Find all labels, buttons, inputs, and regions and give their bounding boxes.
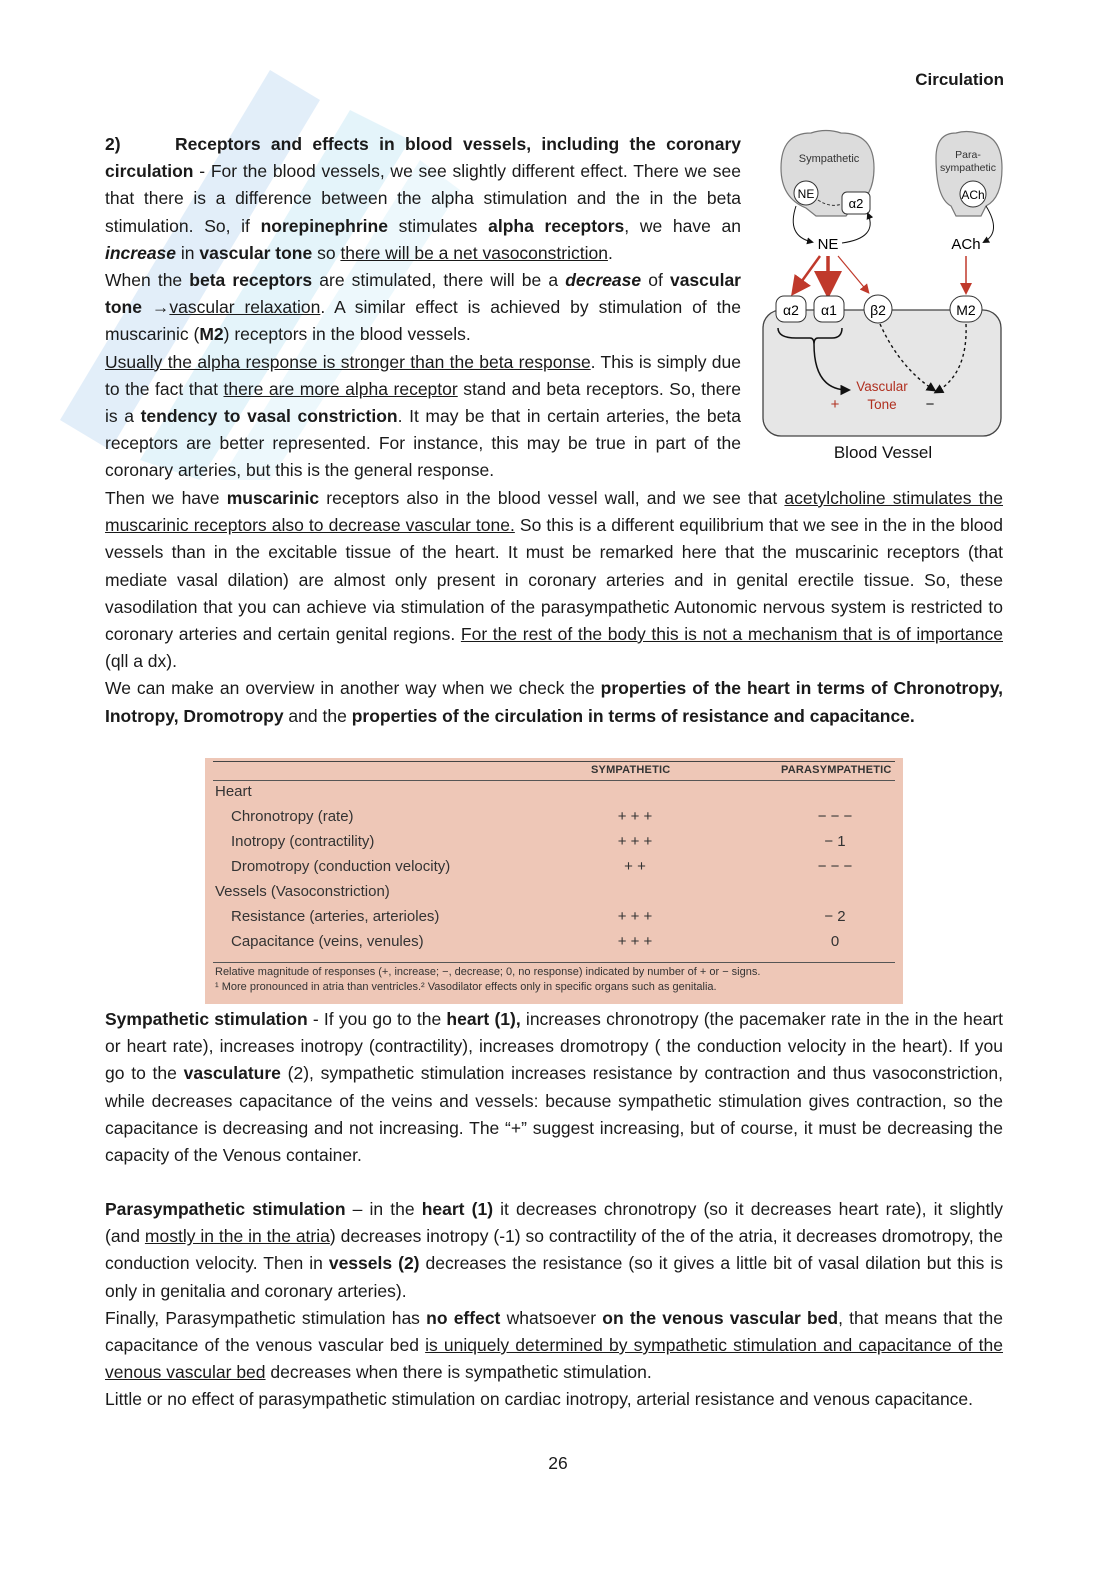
ne-vesicle-label: NE [797, 187, 815, 201]
sympathetic-value: + + [624, 858, 646, 875]
table-row [205, 858, 903, 883]
sympathetic-value: + + + [617, 833, 653, 850]
section-sympathetic-stimulation [105, 1006, 1003, 1169]
ne-release-arrow [793, 206, 812, 242]
paragraph-alpha-stronger: Usually the alpha response is stronger than the beta response. This is simply due to the fact that there are more alpha receptor stand and beta receptors. So, there is a tendency to vasal constriction. It may be that in certain arteries, the beta receptors are better represented. For instance, this may be true in part of the coronary arteries, but this is the general response. [105, 351, 741, 481]
col-header-sympathetic: SYMPATHETIC [591, 764, 671, 776]
paragraph-parasympathetic: Parasympathetic stimulation – in the heart (1) it decreases chronotropy (so it decreases heart rate), it slightly (and mostly in the in the atria) decreases inotropy (-1) so contractility of the of the atria, it decreases dromotropy, the conduction velocity. Then in vessels (2) decreases the resistance (so it gives a little bit of vasal dilation but this is only in genitalia and coronary arteries). [105, 1199, 1004, 1301]
row-label: Vessels (Vasoconstriction) [215, 883, 390, 900]
parasympathetic-value: 0 [830, 933, 840, 950]
table-note-1: Relative magnitude of responses (+, increase; −, decrease; 0, no response) indicated by number of + or − signs. [215, 966, 761, 978]
col-header-parasympathetic: PARASYMPATHETIC [781, 764, 892, 776]
blood-vessel-diagram [756, 128, 1008, 468]
section-receptors-vessels [105, 131, 741, 485]
parasympathetic-value: − − − [817, 858, 853, 875]
row-label: Chronotropy (rate) [231, 808, 354, 825]
receptor-m2-label: M2 [956, 302, 976, 318]
table-row [205, 933, 903, 958]
section-muscarinic [105, 485, 1003, 730]
paragraph-sympathetic: Sympathetic stimulation - If you go to the heart (1), increases chronotropy (the pacemaker rate in the in the heart or heart rate), increases inotropy (contractility), increases dromotropy ( the conduction velocity in the heart). If you go to the vasculature (2), sympathetic stimulation increases resistance by contraction and thus vasoconstriction, while decreases capacitance of the veins and vessels: because sympathetic stimulation gives contraction, so the capacitance is decreasing and not increasing. The “+” suggest increasing, but of course, it must be decreasing the capacity of the Venous container. [105, 1009, 1003, 1166]
blood-vessel-box [763, 310, 1001, 436]
table-row [205, 908, 903, 933]
arrow-to-alpha2 [794, 256, 820, 292]
para-label-1: Para- [955, 149, 981, 161]
parasympathetic-value: − − − [817, 808, 853, 825]
ne-label: NE [817, 236, 839, 253]
table-row [205, 833, 903, 858]
paragraph-overview: We can make an overview in another way when we check the properties of the heart in terms of Chronotropy, Inotropy, Dromotropy and the properties of the circulation in terms of resistance and capacitance. [105, 678, 1003, 726]
vascular-label: Vascular [856, 379, 908, 394]
section-heading: Receptors and effects in blood vessels, including the coronary circulation [105, 134, 741, 182]
ach-label: ACh [951, 236, 981, 253]
sympathetic-label: Sympathetic [798, 153, 860, 165]
plus-sign: + [830, 396, 840, 413]
receptor-alpha2-label: α2 [783, 302, 799, 318]
table-header-rule [213, 780, 895, 781]
ne-feedback-arrow [842, 214, 870, 243]
para-label-2: sympathetic [939, 162, 997, 174]
presynaptic-alpha2-label: α2 [848, 196, 864, 211]
table-bottom-rule [213, 962, 895, 963]
ach-vesicle-label: ACh [961, 188, 985, 202]
table-top-rule [213, 761, 895, 762]
row-label: Heart [215, 783, 252, 800]
sympathetic-value: + + + [617, 808, 653, 825]
section-parasympathetic-stimulation [105, 1196, 1003, 1414]
paragraph-summary: Little or no effect of parasympathetic stimulation on cardiac inotropy, arterial resistance and venous capacitance. [105, 1389, 974, 1410]
page-number: 26 [548, 1453, 568, 1473]
autonomic-effects-table [205, 758, 903, 1004]
table-row [205, 883, 903, 908]
paragraph-receptors: 2) Receptors and effects in blood vessels, including the coronary circulation - For the blood vessels, we see slightly different effect. There we see that there is a difference between the alpha stimulation and the in the beta stimulation. So, if norepinephrine stimulates alpha receptors, we have an increase in vascular tone so there will be a net vasoconstriction. [105, 131, 741, 267]
parasympathetic-value: − 2 [824, 908, 846, 925]
receptor-beta2-label: β2 [870, 302, 886, 318]
arrow-to-beta2 [838, 256, 868, 292]
table-row [205, 783, 903, 808]
sympathetic-value: + + + [617, 908, 653, 925]
ach-release-arrow [984, 206, 994, 242]
section-number: 2) [105, 134, 121, 154]
diagram-caption: Blood Vessel [833, 443, 933, 462]
sympathetic-stimulation-label: Sympathetic stimulation [105, 1009, 308, 1029]
header-title: Circulation [915, 70, 1004, 89]
paragraph-beta: When the beta receptors are stimulated, there will be a decrease of vascular tone →vascular relaxation. A similar effect is achieved by stimulation of the muscarinic (M2) receptors in the blood vessels. [105, 270, 741, 345]
minus-sign: − [925, 396, 935, 413]
row-label: Capacitance (veins, venules) [231, 933, 424, 950]
parasympathetic-stimulation-label: Parasympathetic stimulation [105, 1199, 346, 1219]
row-label: Resistance (arteries, arterioles) [231, 908, 440, 925]
sympathetic-value: + + + [617, 933, 653, 950]
tone-label: Tone [867, 397, 897, 412]
paragraph-muscarinic: Then we have muscarinic receptors also in the blood vessel wall, and we see that acetylcholine stimulates the muscarinic receptors also to decrease vascular tone. So this is a different equilibrium that we see in the in the blood vessels than in the excitable tissue of the heart. It must be remarked here that the muscarinic receptors (that mediate vasal dilation) are almost only present in coronary arteries and in genital erectile tissue. So, these vasodilation that you can achieve via stimulation of the parasympathetic Autonomic nervous system is restricted to coronary arteries and certain genital regions. For the rest of the body this is not a mechanism that is of importance (qll a dx). [105, 488, 1003, 672]
paragraph-no-effect: Finally, Parasympathetic stimulation has no effect whatsoever on the venous vascular bed, that means that the capacitance of the venous vascular bed is uniquely determined by sympathetic stimulation and capacitance of the venous vascular bed decreases when there is sympathetic stimulation. [105, 1307, 1003, 1383]
receptor-alpha1-label: α1 [821, 302, 837, 318]
table-row [205, 808, 903, 833]
parasympathetic-value: − 1 [824, 833, 846, 850]
row-label: Inotropy (contractility) [231, 833, 375, 850]
table-note-2: ¹ More pronounced in atria than ventricles.² Vasodilator effects only in specific organs such as genitalia. [215, 981, 717, 993]
row-label: Dromotropy (conduction velocity) [231, 858, 451, 875]
